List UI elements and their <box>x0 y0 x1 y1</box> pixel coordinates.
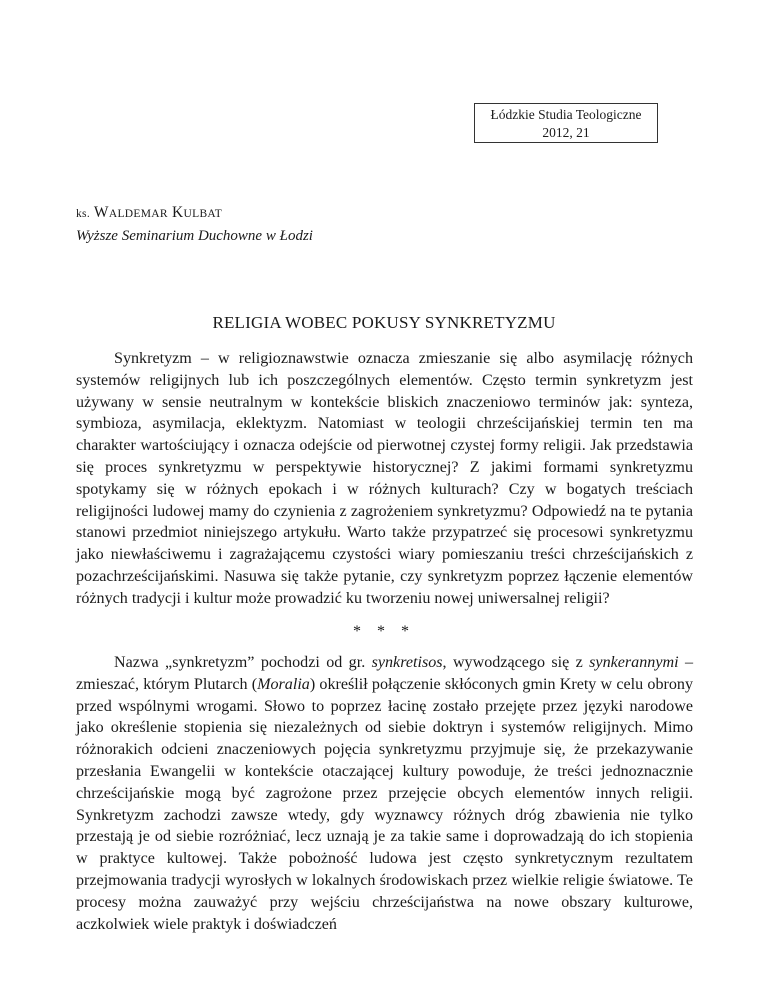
author-prefix: ks. <box>76 208 91 220</box>
article-title: RELIGIA WOBEC POKUSY SYNKRETYZMU <box>212 313 556 332</box>
body-text-2: , wywodzącego się z <box>442 654 590 671</box>
journal-info-box <box>474 103 658 143</box>
section-separator: * * * <box>353 623 415 640</box>
author-last-initial: K <box>172 204 184 221</box>
body-text-4: ) określił połączenie skłóconych gmin Krety w celu obrony przed wspólnymi wrogami. Słowo to poprzez łacinę zostało przejęte przez języki narodowe jako określenie stopienia się niezależnych od siebie doktryn i systemów religijnych. Mimo różnorakich odcieni znaczeniowych pojęcia synkretyzmu przyjmuje się, że przekazywanie przesłania Ewangelii w kontekście otaczającej kultury powoduje, że treści jednoznacznie chrześcijańskie mogą być zagrożone przez przejęcie obcych elementów innych religii. Synkretyzm zachodzi zawsze wtedy, gdy wyznawcy różnych dróg zbawienia nie tylko przestają je od siebie rozróżniać, lecz uznają je za takie same i doprowadzają do ich stopienia w praktyce kultowej. Także pobożność ludowa jest często synkretycznym rezultatem przejmowania tradycji wyrosłych w lokalnych środowiskach przez wielkie religie światowe. Te procesy można zauważyć przy wejściu chrześcijaństwa na nowe obszary kulturowe, aczkolwiek wiele praktyk i doświadczeń <box>76 675 693 933</box>
body-text-3: – zmieszać, którym Plutarch ( <box>76 654 693 693</box>
greek-term-synkretisos: synkretisos <box>371 654 443 671</box>
work-title-moralia: Moralia <box>257 675 310 693</box>
author-last-rest: ULBAT <box>183 208 223 220</box>
author-first-rest: ALDEMAR <box>108 208 168 220</box>
body-text-1: Nazwa „synkretyzm” pochodzi od gr. <box>114 654 372 671</box>
greek-term-synkerannymi: synkerannymi <box>589 654 679 671</box>
journal-issue: 2012, 21 <box>542 125 590 140</box>
abstract-paragraph: Synkretyzm – w religioznawstwie oznacza zmieszanie się albo asymilację różnych systemów religijnych lub ich poszczególnych elementów. Często termin synkretyzm jest używany w sensie neutralnym w kontekście bliskich znaczeniowo terminów jak: synteza, symbioza, asymilacja, eklektyzm. Natomiast w teologii chrześcijańskiej termin ten ma charakter wartościujący i oznacza odejście od pierwotnej czystej formy religii. Jak przedstawia się proces synkretyzmu w perspektywie historycznej? Z jakimi formami synkretyzmu spotykamy się w różnych epokach i w różnych kulturach? Czy w bogatych treściach religijności ludowej mamy do czynienia z zagrożeniem synkretyzmu? Odpowiedź na te pytania stanowi przedmiot niniejszego artykułu. Warto także przypatrzeć się procesowi synkretyzmu jako niewłaściwemu i zagrażającemu czystości wiary pomieszaniu treści chrześcijańskich z pozachrześcijańskimi. Nasuwa się także pytanie, czy synkretyzm poprzez łączenie elementów różnych tradycji i kultur może prowadzić ku tworzeniu nowej uniwersalnej religii? <box>76 350 693 607</box>
body-paragraph <box>76 652 693 935</box>
journal-name: Łódzkie Studia Teologiczne <box>490 107 642 122</box>
author-affiliation: Wyższe Seminarium Duchowne w Łodzi <box>76 228 313 244</box>
author-first-initial: W <box>93 204 109 221</box>
author-name <box>76 203 222 224</box>
